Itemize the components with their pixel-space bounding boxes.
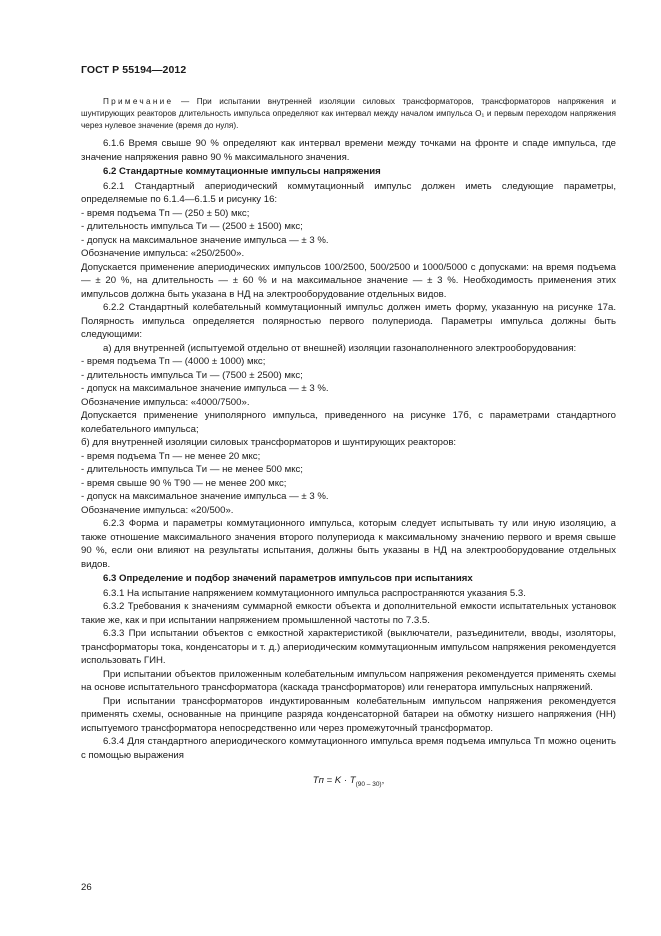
heading-6-2: 6.2 Стандартные коммутационные импульсы напряжения xyxy=(103,166,381,177)
page-number: 26 xyxy=(81,882,92,893)
formula-subscript: (90 – 30) xyxy=(355,781,382,788)
note-text: — При испытании внутренней изоляции силовых трансформаторов, трансформаторов напряжения и шунтирующих реакторов длительность импульса определяют как интервал между началом импульса O₁ и первым переходом напряжения через нулевое значение (время до нуля). xyxy=(81,97,616,130)
list-item: - допуск на максимальное значение импульса — ± 3 %. xyxy=(81,383,329,394)
paragraph-6-3-2: 6.3.2 Требования к значениям суммарной емкости объекта и дополнительной емкости испытательных установок такие же, как и при испытании напряжением промышленной частоты по 7.3.5. xyxy=(81,601,616,626)
list-item: - допуск на максимальное значение импульса — ± 3 %. xyxy=(81,234,329,246)
paragraph-6-2-1: 6.2.1 Стандартный апериодический коммутационный импульс должен иметь следующие параметры, определяемые по 6.1.4—6.1.5 и рисунку 16: xyxy=(81,180,616,205)
list-item-a: а) для внутренней (испытуемой отдельно от внешней) изоляции газонаполненного электрооборудования: xyxy=(103,342,577,354)
list-item: - допуск на максимальное значение импульса — ± 3 %. xyxy=(81,491,329,502)
paragraph-6-3-4: 6.3.4 Для стандартного апериодического коммутационного импульса время подъема импульса Tп можно оценить с помощью выражения xyxy=(81,736,616,761)
paragraph-6-3-3: 6.3.3 При испытании объектов с емкостной характеристикой (выключатели, разъединители, вводы, изоляторы, трансформаторы тока, конденсаторы и т. д.) апериодическим коммутационным импульсом напряжения рекомендуется использовать ГИН. xyxy=(81,628,616,666)
list-item: - длительность импульса Tи — не менее 500 мкс; xyxy=(81,464,303,475)
formula xyxy=(81,774,616,792)
paragraph-6-3-1: 6.3.1 На испытание напряжением коммутационного импульса распространяются указания 5.3. xyxy=(103,587,526,599)
list-item: - время подъема Tп — не менее 20 мкс; xyxy=(81,450,261,462)
paragraph-6-1-6: 6.1.6 Время свыше 90 % определяют как интервал времени между точками на фронте и спаде импульса, где значение напряжения равно 90 % максимального значения. xyxy=(81,138,616,163)
heading-6-3: 6.3 Определение и подбор значений параметров импульсов при испытаниях xyxy=(103,573,473,584)
list-item: - время свыше 90 % T90 — не менее 200 мкс; xyxy=(81,477,287,489)
designation-line: Обозначение импульса: «20/500». xyxy=(81,504,234,516)
list-item: - время подъема Tп — (4000 ± 1000) мкс; xyxy=(81,356,266,367)
paragraph-6-2-2: 6.2.2 Стандартный колебательный коммутационный импульс должен иметь форму, указанную на рисунке 17а. Полярность импульса определяется полярностью первого полупериода. Параметры импульса должны быть следующими: xyxy=(81,302,616,340)
list-item: - длительность импульса Tи — (7500 ± 2500) мкс; xyxy=(81,369,303,381)
page-header: ГОСТ Р 55194—2012 xyxy=(81,64,187,76)
paragraph-6-3-3-b: При испытании объектов приложенным колебательным импульсом напряжения рекомендуется применять схемы на основе испытательного трансформатора (каскада трансформаторов) или генератора импульсных напряжений. xyxy=(81,668,616,693)
paragraph-6-2-3: 6.2.3 Форма и параметры коммутационного импульса, которым следует испытывать ту или иную изоляцию, а также отношение максимального значения второго полупериода к максимальному значению первого и время свыше 90 %, если они влияют на результаты испытания, должны быть указаны в НД на электрооборудование отдельных видов. xyxy=(81,518,616,570)
paragraph-6-3-3-c: При испытании трансформаторов индуктированным колебательным импульсом напряжения рекомендуется применять схемы, основанные на принципе разряда конденсаторной батареи на обмотку низшего напряжения (НН) испытуемого трансформатора непосредственно или через промежуточный трансформатор. xyxy=(81,695,616,734)
list-item: - время подъема Tп — (250 ± 50) мкс; xyxy=(81,207,250,219)
designation-line: Обозначение импульса: «4000/7500». xyxy=(81,396,250,408)
note-label: Примечание xyxy=(103,97,174,106)
paragraph-unipolar: Допускается применение униполярного импульса, приведенного на рисунке 17б, с параметрами стандартного колебательного импульса; xyxy=(81,410,616,435)
formula-lhs: Tп = K · T xyxy=(312,775,356,786)
paragraph-allowance: Допускается применение апериодических импульсов 100/2500, 500/2500 и 1000/5000 с допусками: на время подъема — ± 20 %, на длительность — ± 60 % и на максимальное значение — ± 3 %. Необходимость применения этих импульсов должна быть указана в НД на электрооборудование отдельных видов. xyxy=(81,261,616,300)
note-paragraph xyxy=(81,96,616,132)
formula-tail: , xyxy=(381,775,385,786)
list-item: - длительность импульса Tи — (2500 ± 1500) мкс; xyxy=(81,221,303,232)
document-body xyxy=(81,96,616,792)
designation-line: Обозначение импульса: «250/2500». xyxy=(81,248,245,259)
list-item-b: б) для внутренней изоляции силовых трансформаторов и шунтирующих реакторов: xyxy=(81,437,457,448)
